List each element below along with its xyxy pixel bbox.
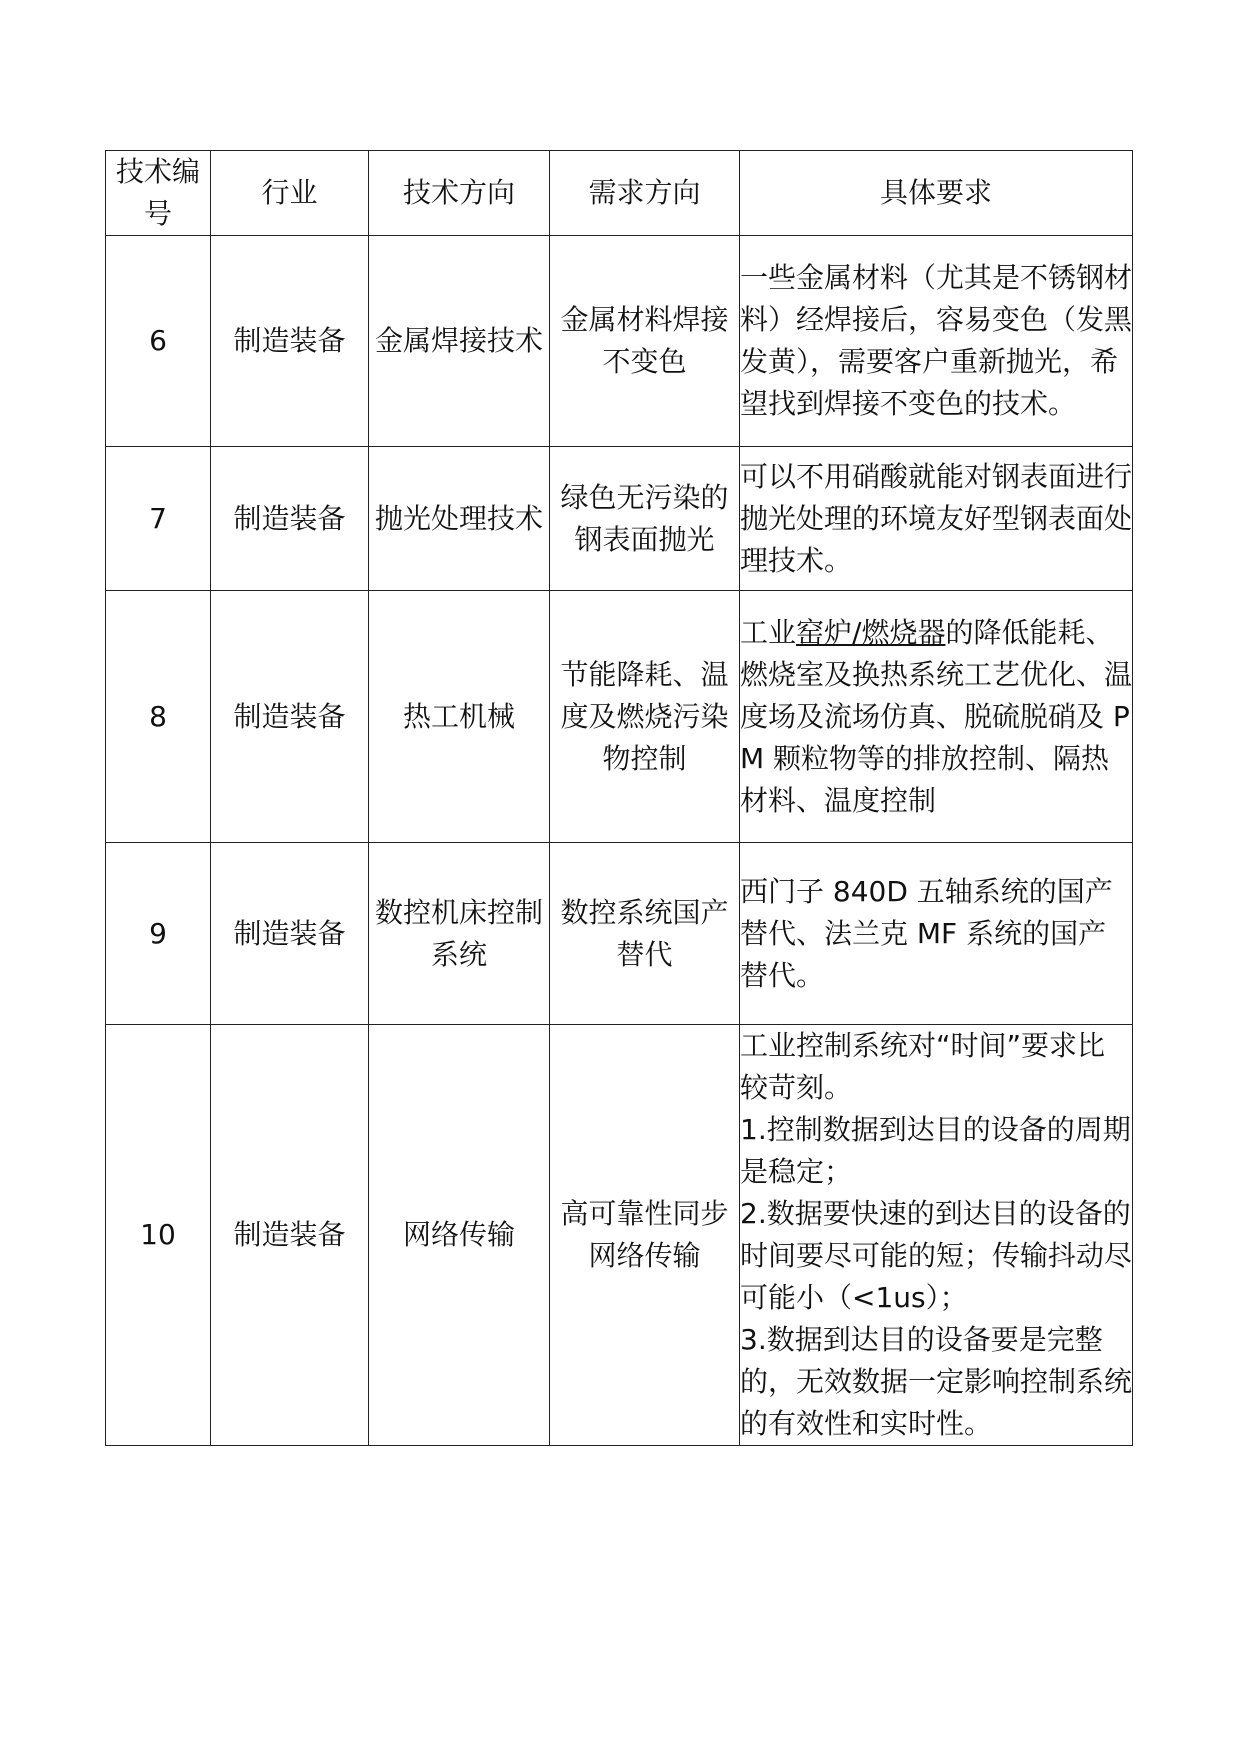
table-row: [106, 1025, 1133, 1446]
tech-direction-cell: 热工机械: [369, 591, 550, 843]
header-tech-direction: 技术方向: [369, 151, 550, 236]
table-row: [106, 236, 1133, 447]
tech-number-cell: 8: [106, 591, 211, 843]
industry-cell: 制造装备: [211, 1025, 369, 1446]
requirement-line: 3.数据到达目的设备要是完整的，无效数据一定影响控制系统的有效性和实时性。: [740, 1323, 1133, 1440]
requirement-rest: 的降低能耗、燃烧室及换热系统工艺优化、温度场及流场仿真、脱硫脱硝及 PM 颗粒物等的排放控制、隔热材料、温度控制: [740, 615, 1133, 817]
requirement-cell: 可以不用硝酸就能对钢表面进行抛光处理的环境友好型钢表面处理技术。: [740, 447, 1133, 591]
tech-number-cell: 7: [106, 447, 211, 591]
header-requirement: 具体要求: [740, 151, 1133, 236]
industry-cell: 制造装备: [211, 591, 369, 843]
requirement-cell: [740, 1025, 1133, 1446]
need-direction-cell: 节能降耗、温度及燃烧污染物控制: [550, 591, 740, 843]
requirements-table: [105, 150, 1133, 1446]
table-row: [106, 591, 1133, 843]
header-industry: 行业: [211, 151, 369, 236]
tech-number-cell: 6: [106, 236, 211, 447]
requirement-cell: 西门子 840D 五轴系统的国产替代、法兰克 MF 系统的国产替代。: [740, 843, 1133, 1025]
tech-direction-cell: 网络传输: [369, 1025, 550, 1446]
requirement-cell: [740, 591, 1133, 843]
requirement-prefix: 工业: [740, 615, 797, 649]
header-need-direction: 需求方向: [550, 151, 740, 236]
requirement-line: 1.控制数据到达目的设备的周期是稳定；: [740, 1113, 1131, 1188]
tech-direction-cell: 抛光处理技术: [369, 447, 550, 591]
need-direction-cell: 绿色无污染的钢表面抛光: [550, 447, 740, 591]
need-direction-cell: 金属材料焊接不变色: [550, 236, 740, 447]
requirement-line: 2.数据要快速的到达目的设备的时间要尽可能的短；传输抖动尽可能小（<1us）；: [740, 1197, 1133, 1314]
header-tech-number: 技术编号: [106, 151, 211, 236]
tech-number-cell: 9: [106, 843, 211, 1025]
industry-cell: 制造装备: [211, 843, 369, 1025]
tech-number-cell: 10: [106, 1025, 211, 1446]
table-row: [106, 447, 1133, 591]
tech-direction-cell: 金属焊接技术: [369, 236, 550, 447]
requirement-line: 工业控制系统对“时间”要求比较苛刻。: [740, 1029, 1106, 1104]
need-direction-cell: 数控系统国产替代: [550, 843, 740, 1025]
requirement-cell: 一些金属材料（尤其是不锈钢材料）经焊接后，容易变色（发黑发黄），需要客户重新抛光，希望找到焊接不变色的技术。: [740, 236, 1133, 447]
industry-cell: 制造装备: [211, 236, 369, 447]
tech-direction-cell: 数控机床控制系统: [369, 843, 550, 1025]
requirement-underlined-term: 窑炉/燃烧器: [796, 615, 946, 649]
need-direction-cell: 高可靠性同步网络传输: [550, 1025, 740, 1446]
header-row: [106, 151, 1133, 236]
table-row: [106, 843, 1133, 1025]
industry-cell: 制造装备: [211, 447, 369, 591]
